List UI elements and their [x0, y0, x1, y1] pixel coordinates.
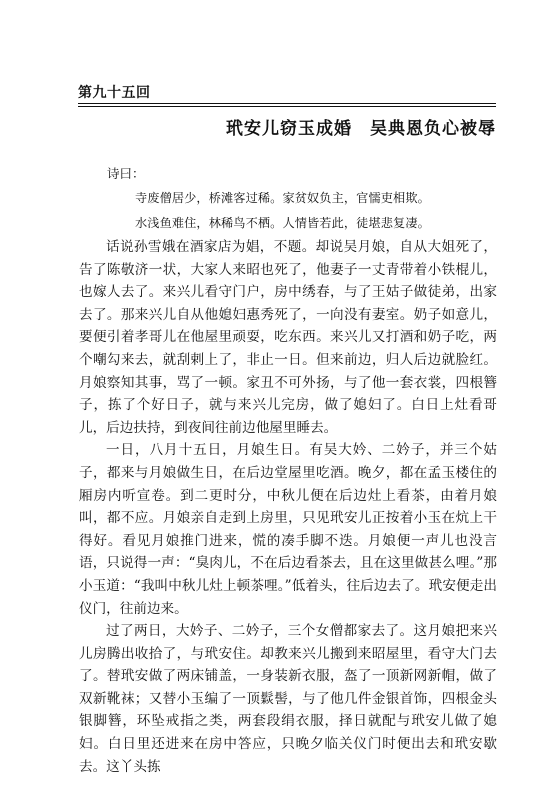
poem-intro: 诗曰：	[107, 166, 145, 181]
header-rule-thin	[78, 106, 496, 107]
header-rule	[78, 103, 496, 104]
poem-line: 水浅鱼难住，林稀鸟不栖。人情皆若此，徒堪悲复凄。	[135, 216, 430, 230]
paragraph: 话说孙雪娥在酒家店为娼，不题。却说吴月娘，自从大姐死了，告了陈敬济一状，大家人来昭也死了，他妻子一丈青带着小铁棍儿，也嫁人去了。来兴儿看守门户，房中绣春，与了王姑子做徒弟，出家去了。那来兴儿自从他媳妇惠秀死了，一向没有妻室。奶子如意儿，要便引着孝哥儿在他屋里顽耍，吃东西。来兴儿又打酒和奶子吃，两个嘲勾来去，就刮剌上了，非止一日。但来前边，归人后边就脸红。月娘察知其事，骂了一顿。家丑不可外扬，与了他一套衣裳，四根簪子，拣了个好日子，就与来兴儿完房，做了媳妇了。白日上灶看哥儿，后边扶持，到夜间往前边他屋里睡去。	[79, 239, 497, 436]
chapter-label: 第九十五回	[78, 85, 151, 101]
chapter-title-part1: 玳安儿窃玉成婚	[226, 119, 352, 139]
chapter-title	[226, 114, 496, 139]
paragraph: 过了两日，大妗子、二妗子，三个女僧都家去了。这月娘把来兴儿房腾出收拾了，与玳安住。却教来兴儿搬到来昭屋里，看守大门去了。替玳安做了两床铺盖，一身装新衣服，盔了一顶新网新帽，做了双新靴袜；又替小玉编了一顶鬏髻，与了他几件金银首饰，四根金头银脚簪，环坠戒指之类，两套段绢衣服，择日就配与玳安儿做了媳妇。白日里还进来在房中答应，只晚夕临关仪门时便出去和玳安歇去。这丫头拣	[79, 623, 497, 775]
poem-line: 寺废僧居少，桥滩客过稀。家贫奴负主，官懦吏相欺。	[135, 191, 430, 205]
body-text	[79, 236, 497, 778]
chapter-title-part2: 吴典恩负心被辱	[370, 119, 496, 139]
paragraph: 一日，八月十五日，月娘生日。有吴大妗、二妗子，并三个姑子，都来与月娘做生日，在后边堂屋里吃酒。晚夕，都在孟玉楼住的厢房内听宣卷。到二更时分，中秋儿便在后边灶上看茶，由着月娘叫，都不应。月娘亲自走到上房里，只见玳安儿正按着小玉在炕上干得好。看见月娘推门进来，慌的凑手脚不迭。月娘便一声儿也没言语，只说得一声：“臭肉儿，不在后边看茶去，且在这里做甚么哩。”那小玉道：“我叫中秋儿灶上顿茶哩。”低着头，往后边去了。玳安便走出仪门，往前边来。	[79, 442, 497, 617]
